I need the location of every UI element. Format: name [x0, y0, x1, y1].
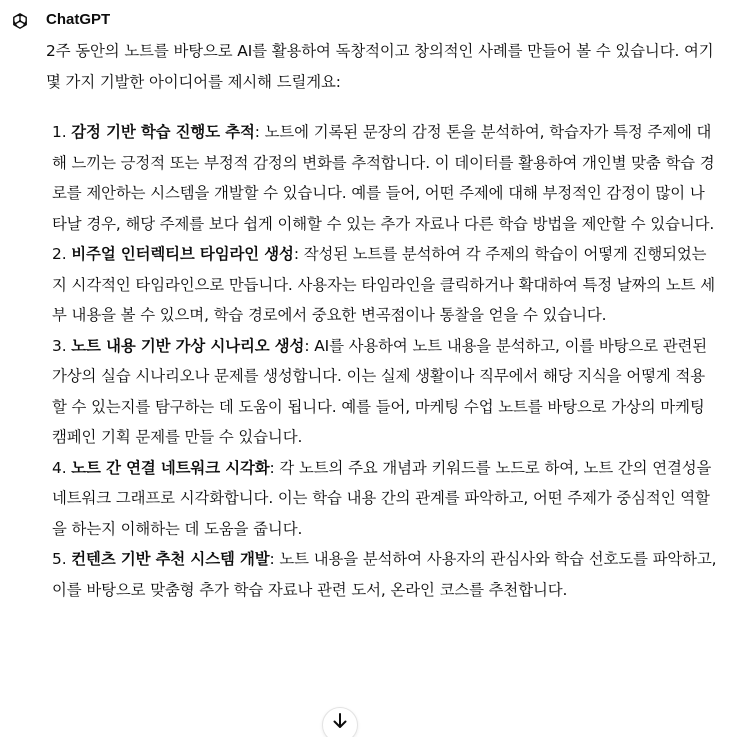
list-item-body: : AI를 사용하여 노트 내용을 분석하고, 이를 바탕으로 관련된 가상의 실습 시나리오나 문제를 생성합니다. 이는 실제 생활이나 직무에서 해당 지식을 어떻게 적용할 수 있는지를 탐구하는 데 도움이 됩니다. 예를 들어, 마케팅 수업 노트를 바탕으로 가상의 마케팅 캠페인 기획 문제를 만들 수 있습니다.: [52, 336, 708, 446]
idea-list: [46, 117, 718, 605]
list-item-title: 컨텐츠 기반 추천 시스템 개발: [71, 550, 270, 568]
list-item-body: : 노트에 기록된 문장의 감정 톤을 분석하여, 학습자가 특정 주제에 대해 느끼는 긍정적 또는 부정적 감정의 변화를 추적합니다. 이 데이터를 활용하여 개인별 맞춤 학습 경로를 제안하는 시스템을 개발할 수 있습니다. 예를 들어, 어떤 주제에 대해 부정적인 감정이 많이 나타날 경우, 해당 주제를 보다 쉽게 이해할 수 있는 추가 자료나 다른 학습 방법을 제안할 수 있습니다.: [52, 123, 715, 233]
openai-logo-icon: [10, 11, 30, 31]
intro-paragraph: 2주 동안의 노트를 바탕으로 AI를 활용하여 독창적이고 창의적인 사례를 만들어 볼 수 있습니다. 여기 몇 가지 기발한 아이디어를 제시해 드릴게요:: [46, 42, 714, 91]
list-item-number: 5.: [52, 550, 67, 568]
message-content: [46, 36, 718, 605]
list-item: [46, 331, 718, 453]
list-item-body: : 작성된 노트를 분석하여 각 주제의 학습이 어떻게 진행되었는지 시각적인 타임라인으로 만듭니다. 사용자는 타임라인을 클릭하거나 확대하여 특정 날짜의 노트 세부 내용을 볼 수 있으며, 학습 경로에서 중요한 변곡점이나 통찰을 얻을 수 있습니다.: [52, 245, 715, 324]
scroll-to-bottom-button[interactable]: [322, 707, 358, 737]
arrow-down-icon: [333, 721, 347, 729]
list-item-number: 1.: [52, 123, 67, 141]
list-item-number: 4.: [52, 458, 67, 477]
list-item-body: : 노트 내용을 분석하여 사용자의 관심사와 학습 선호도를 파악하고, 이를 바탕으로 맞춤형 추가 학습 자료나 관련 도서, 온라인 코스를 추천합니다.: [52, 550, 717, 599]
message-author: ChatGPT: [46, 11, 111, 28]
list-item-number: 2.: [52, 245, 67, 263]
list-item: [46, 239, 718, 331]
list-item-number: 3.: [52, 336, 67, 355]
list-item-body: : 각 노트의 주요 개념과 키워드를 노드로 하여, 노트 간의 연결성을 네트워크 그래프로 시각화합니다. 이는 학습 내용 간의 관계를 파악하고, 어떤 주제가 중심적인 역할을 하는지 이해하는 데 도움을 줍니다.: [52, 458, 712, 538]
list-item: [46, 453, 718, 545]
list-item-title: 노트 간 연결 네트워크 시각화: [71, 458, 270, 477]
list-item-title: 비주얼 인터렉티브 타임라인 생성: [71, 245, 294, 263]
list-item: [46, 117, 718, 239]
list-item-title: 노트 내용 기반 가상 시나리오 생성: [71, 336, 305, 355]
list-item: [46, 544, 718, 605]
list-item-title: 감정 기반 학습 진행도 추적: [71, 123, 255, 141]
